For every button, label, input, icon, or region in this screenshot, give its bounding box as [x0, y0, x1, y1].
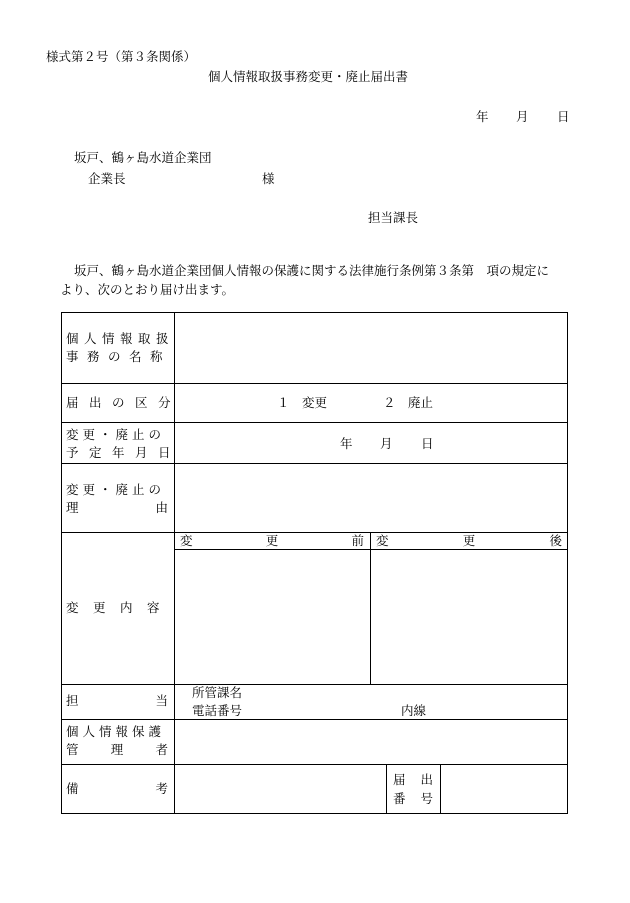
after-char-2: 更 [462, 533, 476, 548]
row2-label: 届出の区分 [66, 395, 182, 410]
form-number: 様式第２号（第３条関係） [46, 49, 197, 64]
row3-label-line2: 予定年月日 [66, 445, 182, 460]
date-day: 日 [557, 109, 570, 124]
filing-label-line2 [393, 793, 433, 806]
before-header [180, 535, 364, 548]
row1-label-text-1: 個人情報取扱 [66, 331, 175, 346]
row6-char-2: 当 [155, 693, 168, 708]
option-abolish[interactable]: ２ 廃止 [383, 395, 434, 410]
row7-char-3: 者 [155, 742, 168, 757]
row8-char-1: 備 [66, 781, 79, 796]
date-year: 年 [476, 109, 489, 124]
addressee-position: 企業長 [88, 171, 126, 186]
extension-label: 内線 [401, 703, 427, 718]
intro-line-1: 坂戸、鶴ヶ島水道企業団個人情報の保護に関する法律施行条例第３条第 項の規定に [74, 263, 550, 278]
after-header [376, 535, 562, 548]
row8-label [66, 783, 168, 796]
row3-label-line1: 変更・廃止の [66, 427, 166, 442]
remarks-field[interactable] [176, 766, 385, 812]
option-change[interactable]: １ 変更 [277, 395, 328, 410]
row3-year: 年 [340, 436, 353, 451]
row4-value-field[interactable] [176, 465, 566, 531]
dept-label: 所管課名 [192, 685, 243, 700]
row7-char-2: 理 [110, 742, 124, 757]
after-content-field[interactable] [372, 551, 566, 683]
row1-label-line1 [66, 331, 175, 346]
row8-char-2: 考 [155, 781, 168, 796]
document-title: 個人情報取扱事務変更・廃止届出書 [208, 69, 409, 84]
sender-role: 担当課長 [368, 210, 419, 225]
before-char-1: 変 [180, 533, 193, 548]
after-char-1: 変 [376, 533, 389, 548]
addressee-honorific: 様 [262, 171, 275, 186]
row1-value-field[interactable] [176, 314, 566, 382]
row6-char-1: 担 [66, 693, 79, 708]
filing-char-2: 出 [420, 772, 433, 787]
date-month: 月 [516, 109, 529, 124]
row7-value-field[interactable] [176, 721, 566, 763]
addressee-org: 坂戸、鶴ヶ島水道企業団 [74, 150, 212, 165]
phone-label: 電話番号 [192, 703, 243, 718]
row1-label-line2 [66, 349, 172, 364]
row4-reason-char-2: 由 [155, 500, 168, 515]
row7-label-line1: 個人情報保護 [66, 724, 166, 739]
row7-label-line2 [66, 744, 168, 757]
intro-line-2: より、次のとおり届け出ます。 [60, 282, 235, 297]
before-char-2: 更 [265, 533, 279, 548]
row4-label-line2 [66, 502, 168, 515]
after-char-3: 後 [549, 533, 562, 548]
filing-label-line1 [393, 774, 433, 787]
row5-label: 変更内容 [66, 600, 175, 615]
row4-reason-char-1: 理 [66, 500, 79, 515]
filing-number-field[interactable] [442, 766, 566, 812]
row1-label-text-2: 事務の名称 [66, 349, 172, 364]
row6-label [66, 695, 168, 708]
before-content-field[interactable] [176, 551, 369, 683]
filing-char-4: 号 [420, 791, 433, 806]
row3-month: 月 [380, 436, 393, 451]
row7-char-1: 管 [66, 742, 79, 757]
row3-day: 日 [421, 436, 434, 451]
filing-char-1: 届 [393, 772, 406, 787]
filing-char-3: 番 [393, 791, 406, 806]
row4-label-line1: 変更・廃止の [66, 482, 166, 497]
before-char-3: 前 [351, 533, 364, 548]
